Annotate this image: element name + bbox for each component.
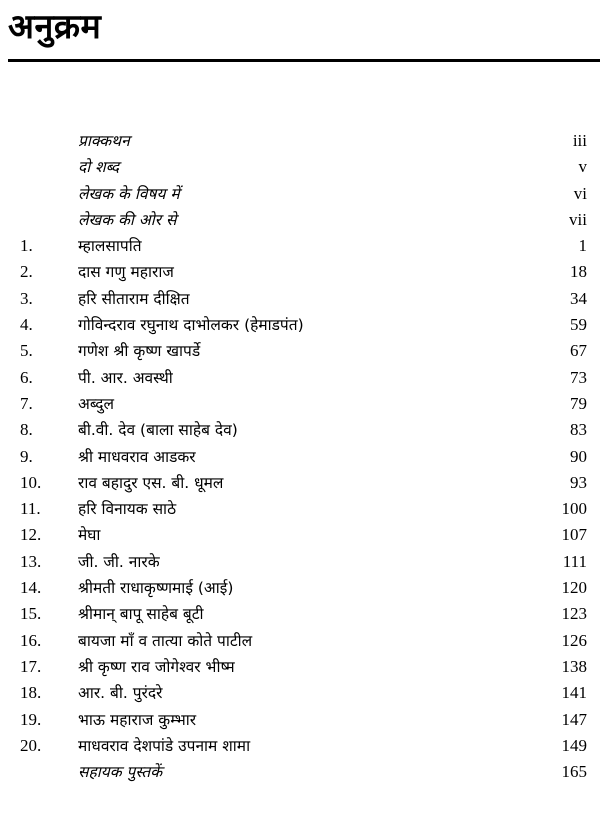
toc-entry-chapter-11 (0, 496, 600, 522)
entry-number: 16. (20, 630, 42, 650)
entry-page: 79 (570, 393, 587, 413)
entry-number: 10. (20, 472, 42, 492)
entry-title: श्रीमती राधाकृष्णमाई (आई) (78, 579, 234, 598)
page-title: अनुक्रम (8, 7, 102, 47)
toc-entry-chapter-7 (0, 391, 600, 417)
toc-entry-chapter-18 (0, 680, 600, 706)
entry-title: म्हालसापति (78, 237, 142, 256)
toc-entry-chapter-13 (0, 549, 600, 575)
entry-page: 93 (570, 472, 587, 492)
toc-entry-chapter-19 (0, 707, 600, 733)
entry-title: दो शब्द (78, 158, 120, 177)
entry-number: 4. (20, 315, 33, 335)
entry-number: 7. (20, 393, 33, 413)
entry-page: 1 (578, 236, 587, 256)
entry-title: जी. जी. नारके (78, 552, 160, 571)
entry-number: 13. (20, 551, 42, 571)
toc-entry-chapter-2 (0, 259, 600, 285)
entry-number: 15. (20, 604, 42, 624)
toc-entry-chapter-12 (0, 522, 600, 548)
entry-title: दास गणु महाराज (78, 263, 174, 282)
entry-number: 17. (20, 656, 42, 676)
entry-title: गोविन्दराव रघुनाथ दाभोलकर (हेमाडपंत) (78, 316, 304, 335)
entry-page: 100 (561, 499, 587, 519)
toc-entry-chapter-5 (0, 338, 600, 364)
entry-number: 9. (20, 446, 33, 466)
entry-title: अब्दुल (78, 394, 115, 413)
toc-entry-chapter-16 (0, 628, 600, 654)
toc-entry-bibliography (0, 759, 600, 785)
toc-entry-chapter-14 (0, 575, 600, 601)
entry-title: मेघा (78, 526, 101, 545)
entry-page: 141 (561, 683, 587, 703)
entry-title: बी.वी. देव (बाला साहेब देव) (78, 421, 238, 440)
entry-number: 3. (20, 288, 33, 308)
entry-title: पी. आर. अवस्थी (78, 368, 173, 387)
entry-title: हरि विनायक साठे (78, 500, 177, 519)
entry-number: 20. (20, 735, 42, 755)
entry-number: 5. (20, 341, 33, 361)
entry-page: vi (573, 183, 587, 203)
entry-title: लेखक की ओर से (78, 210, 177, 229)
entry-page: 34 (570, 288, 587, 308)
toc-entry-two-words (0, 154, 600, 180)
entry-title: लेखक के विषय में (78, 184, 180, 203)
entry-title: श्री कृष्ण राव जोगेश्वर भीष्म (78, 657, 235, 676)
toc-entry-chapter-1 (0, 233, 600, 259)
entry-title: भाऊ महाराज कुम्भार (78, 710, 197, 729)
entry-number: 19. (20, 709, 42, 729)
entry-number: 12. (20, 525, 42, 545)
toc-entry-chapter-8 (0, 417, 600, 443)
entry-page: v (578, 157, 587, 177)
entry-title: प्राक्कथन (78, 132, 130, 150)
entry-number: 11. (20, 499, 41, 519)
entry-page: 90 (570, 446, 587, 466)
entry-page: 107 (561, 525, 587, 545)
entry-title: माधवराव देशपांडे उपनाम शामा (78, 736, 251, 755)
entry-title: राव बहादुर एस. बी. धूमल (78, 473, 224, 492)
toc-entry-from-author (0, 207, 600, 233)
entry-page: 120 (561, 578, 587, 598)
entry-number: 14. (20, 578, 42, 598)
entry-number: 8. (20, 420, 33, 440)
entry-page: 147 (561, 709, 587, 729)
toc-entry-chapter-15 (0, 601, 600, 627)
entry-page: 111 (562, 551, 587, 571)
entry-page: 123 (561, 604, 587, 624)
toc-entry-chapter-10 (0, 470, 600, 496)
entry-page: 126 (561, 630, 587, 650)
entry-number: 6. (20, 367, 33, 387)
entry-page: 83 (570, 420, 587, 440)
entry-page: 59 (570, 315, 587, 335)
entry-page: 149 (561, 735, 587, 755)
entry-page: 138 (561, 656, 587, 676)
toc-entry-preface (0, 128, 600, 154)
entry-number: 2. (20, 262, 33, 282)
entry-title: बायजा माँ व तात्या कोते पाटील (78, 631, 253, 650)
entry-page: vii (569, 209, 587, 229)
entry-number: 18. (20, 683, 42, 703)
entry-page: iii (572, 131, 587, 150)
toc-entry-chapter-6 (0, 365, 600, 391)
entry-title: श्रीमान् बापू साहेब बूटी (78, 605, 204, 624)
toc-entry-about-author (0, 181, 600, 207)
entry-title: सहायक पुस्तकें (78, 763, 163, 782)
toc-entry-chapter-17 (0, 654, 600, 680)
title-divider (8, 59, 600, 62)
toc-entry-chapter-3 (0, 286, 600, 312)
entry-title: श्री माधवराव आडकर (78, 447, 196, 466)
entry-page: 18 (570, 262, 587, 282)
entry-page: 67 (570, 341, 587, 361)
table-of-contents (0, 128, 600, 785)
entry-page: 73 (570, 367, 587, 387)
toc-entry-chapter-4 (0, 312, 600, 338)
entry-page: 165 (561, 762, 587, 782)
entry-title: आर. बी. पुरंदरे (78, 684, 163, 703)
entry-number: 1. (20, 236, 33, 256)
entry-title: गणेश श्री कृष्ण खापर्डे (78, 342, 201, 361)
entry-title: हरि सीताराम दीक्षित (78, 289, 190, 308)
toc-entry-chapter-9 (0, 444, 600, 470)
toc-entry-chapter-20 (0, 733, 600, 759)
